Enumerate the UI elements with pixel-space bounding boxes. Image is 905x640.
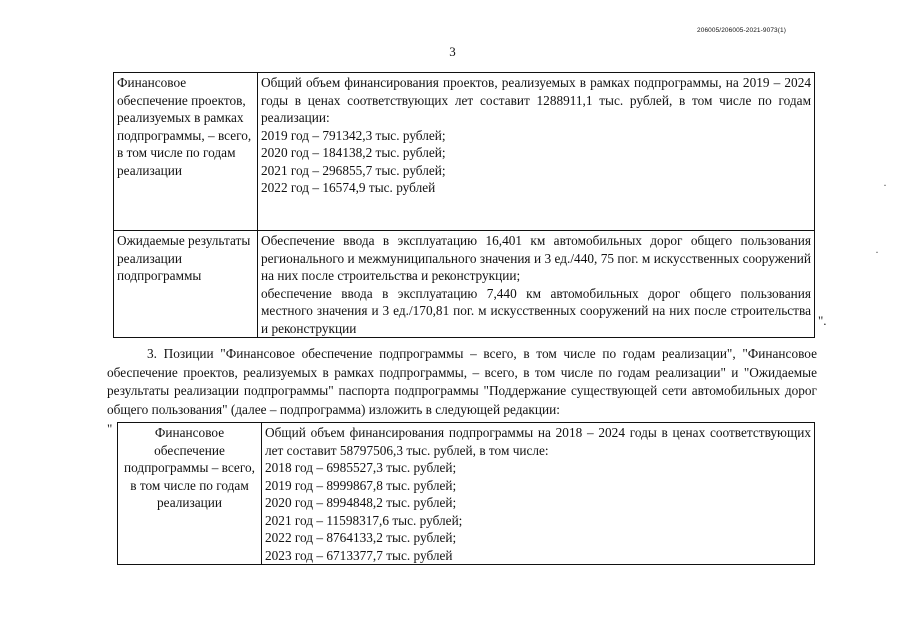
- row-label-financing-projects: Финансовое обеспечение проектов, реализуемых в рамках подпрограммы, – всего, в том числе по годам реализации: [114, 73, 258, 231]
- year-amount-line: 2020 год – 184138,2 тыс. рублей;: [261, 145, 446, 160]
- row-label-expected-results: Ожидаемые результаты реализации подпрограммы: [114, 231, 258, 338]
- year-amount-line: 2022 год – 8764133,2 тыс. рублей;: [265, 530, 457, 545]
- opening-quote: ": [107, 421, 113, 436]
- financing-summary-text: Общий объем финансирования проектов, реализуемых в рамках подпрограммы, на 2019 – 2024 годы в ценах соответствующих лет составит 1288911,1 тыс. рублей, в том числе по годам реализации:: [261, 75, 811, 125]
- year-amount-line: 2021 год – 11598317,6 тыс. рублей;: [265, 512, 463, 528]
- year-amount-line: 2019 год – 8999867,8 тыс. рублей;: [265, 477, 457, 493]
- year-amount-line: 2019 год – 791342,3 тыс. рублей;: [261, 127, 446, 143]
- row-label-financing-subprogram: Финансовое обеспечение подпрограммы – всего, в том числе по годам реализации: [118, 423, 262, 565]
- result-text: обеспечение ввода в эксплуатацию 7,440 км автомобильных дорог общего пользования местного значения и 3 ед./170,81 пог. м искусственных сооружений на них после строительства и реконструкции: [261, 285, 811, 336]
- table-row: [114, 73, 815, 231]
- body-paragraph: 3. Позиции "Финансовое обеспечение подпрограммы – всего, в том числе по годам реализации", "Финансовое обеспечение проектов, реализуемых в рамках подпрограммы, – всего, в том числе по годам реализации" и "Ожидаемые результаты реализации подпрограммы" паспорта подпрограммы "Поддержание существующей сети автомобильных дорог общего пользования" (далее – подпрограмма) изложить в следующей редакции:: [107, 346, 817, 417]
- row-value-financing-projects: [258, 73, 815, 231]
- closing-quote: ".: [818, 313, 827, 328]
- table-row: [118, 423, 815, 565]
- table-row: [114, 231, 815, 338]
- scan-mark: ·: [875, 245, 879, 259]
- year-amount-line: 2022 год – 16574,9 тыс. рублей: [261, 180, 436, 195]
- row-value-expected-results: [258, 231, 815, 338]
- row-value-financing-subprogram: [262, 423, 815, 565]
- page-number: 3: [449, 44, 456, 59]
- year-amount-line: 2020 год – 8994848,2 тыс. рублей;: [265, 495, 457, 510]
- year-amount-line: 2023 год – 6713377,7 тыс. рублей: [265, 547, 453, 563]
- year-amount-line: 2021 год – 296855,7 тыс. рублей;: [261, 162, 446, 178]
- scan-mark: ·: [883, 178, 887, 192]
- year-amount-line: 2018 год – 6985527,3 тыс. рублей;: [265, 460, 457, 475]
- financing-summary-text: Общий объем финансирования подпрограммы на 2018 – 2024 годы в ценах соответствующих лет составит 58797506,3 тыс. рублей, в том числе:: [265, 425, 811, 458]
- passport-table-1: [113, 72, 815, 338]
- result-text: Обеспечение ввода в эксплуатацию 16,401 км автомобильных дорог общего пользования регионального и межмуниципального значения и 3 ед./440, 75 пог. м искусственных сооружений на них после строительства и реконструкции;: [261, 233, 811, 283]
- document-id: 206005/206005-2021-9073(1): [697, 27, 786, 34]
- passport-table-2: [117, 422, 815, 565]
